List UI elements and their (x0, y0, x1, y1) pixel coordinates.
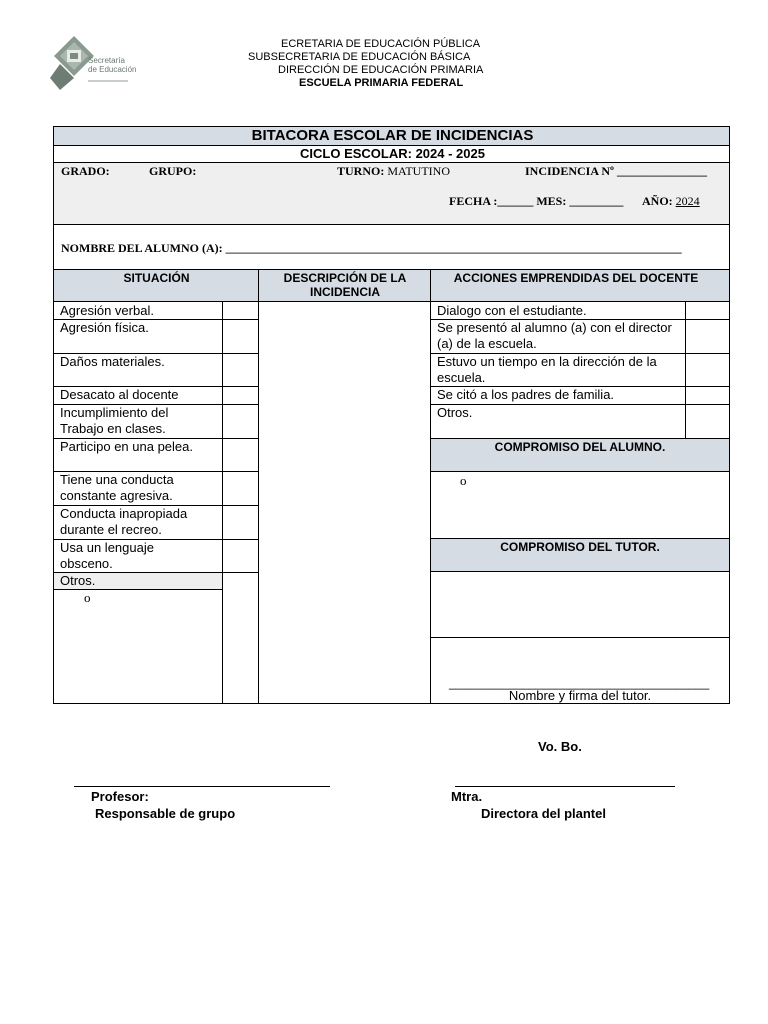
header-line-2: SUBSECRETARIA DE EDUCACIÓN BÁSICA (248, 51, 471, 63)
directora-signature-line (455, 786, 675, 787)
directora-label: Directora del plantel (481, 806, 606, 821)
accion-item: Estuvo un tiempo en la dirección de la escuela. (437, 354, 657, 385)
header-line-3: DIRECCIÓN DE EDUCACIÓN PRIMARIA (278, 64, 484, 76)
situacion-item: Agresión física. (60, 320, 149, 335)
situacion-item: Participo en una pelea. (60, 439, 193, 454)
col-descripcion: DESCRIPCIÓN DE LA INCIDENCIA (283, 271, 407, 299)
accion-item: Dialogo con el estudiante. (437, 303, 587, 318)
situacion-item: Otros. (60, 573, 96, 588)
tutor-signature-caption: Nombre y firma del tutor. (508, 688, 652, 703)
situacion-bullet: o (84, 590, 91, 605)
accion-item: Se presentó al alumno (a) con el director (a) de la escuela. (437, 320, 672, 351)
compromiso-tutor-heading: COMPROMISO DEL TUTOR. (500, 540, 660, 554)
profesor-label: Profesor: (91, 789, 149, 804)
profesor-signature-line (74, 786, 330, 787)
logo-underline (88, 80, 128, 82)
incidencia-number: INCIDENCIA Nº _______________ (525, 164, 707, 178)
col-situacion: SITUACIÓN (123, 271, 190, 285)
anio-field: AÑO: 2024 (642, 194, 700, 208)
mtra-label: Mtra. (451, 789, 483, 804)
situacion-item: Conducta inapropiada durante el recreo. (60, 506, 188, 537)
compromiso-alumno-bullet: o (460, 473, 467, 488)
situacion-item: Daños materiales. (60, 354, 165, 369)
grado-label: GRADO: (61, 164, 110, 178)
col-acciones: ACCIONES EMPRENDIDAS DEL DOCENTE (453, 271, 699, 285)
situacion-item: Usa un lenguaje obsceno. (60, 540, 154, 571)
school-cycle: CICLO ESCOLAR: 2024 - 2025 (300, 146, 485, 161)
fecha-mes-field: FECHA :______ MES: _________ (449, 194, 624, 208)
situacion-item: Tiene una conducta constante agresiva. (60, 472, 174, 503)
tutor-signature-line: _______________________________________ (449, 676, 710, 690)
accion-item: Se citó a los padres de familia. (437, 387, 615, 402)
compromiso-alumno-heading: COMPROMISO DEL ALUMNO. (494, 440, 666, 454)
student-name-field: NOMBRE DEL ALUMNO (A): ____________________________________________________________________________ (61, 241, 682, 255)
vobo-label: Vo. Bo. (538, 739, 582, 754)
situacion-item: Agresión verbal. (60, 303, 154, 318)
turno-field: TURNO: MATUTINO (337, 164, 451, 178)
grupo-label: GRUPO: (149, 164, 197, 178)
header-line-1: ECRETARIA DE EDUCACIÓN PÚBLICA (281, 38, 481, 50)
situacion-item: Desacato al docente (60, 387, 179, 402)
situacion-item: Incumplimiento del Trabajo en clases. (60, 405, 169, 436)
incident-form (53, 126, 730, 704)
header-line-4: ESCUELA PRIMARIA FEDERAL (299, 77, 464, 89)
logo-text: Secretaría de Educación (88, 56, 137, 74)
responsable-label: Responsable de grupo (95, 806, 236, 821)
form-title: BITACORA ESCOLAR DE INCIDENCIAS (251, 127, 534, 144)
sep-logo (50, 34, 150, 96)
accion-item: Otros. (437, 405, 473, 420)
